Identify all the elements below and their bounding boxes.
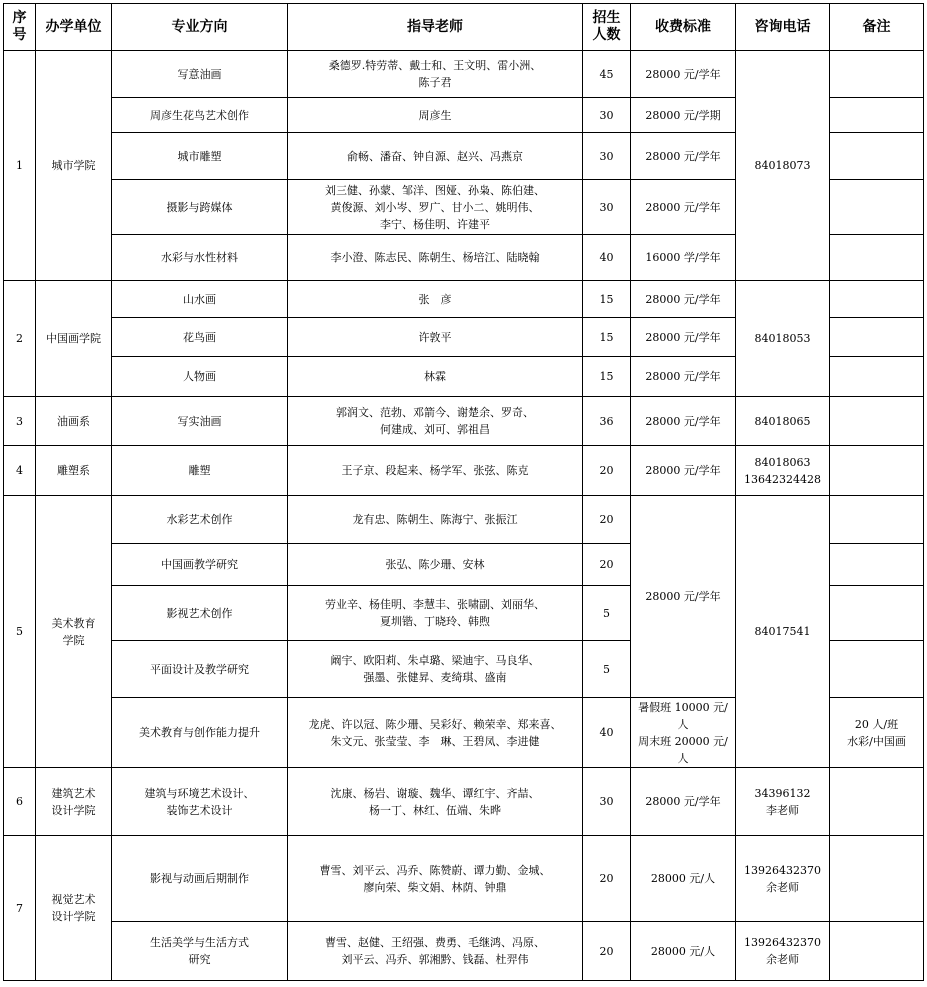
enroll-cell: 5 bbox=[583, 586, 631, 641]
note-cell bbox=[830, 133, 924, 180]
note-cell: 20 人/班 水彩/中国画 bbox=[830, 698, 924, 768]
unit-cell: 建筑艺术 设计学院 bbox=[36, 768, 112, 836]
fee-cell: 28000 元/学年 bbox=[631, 281, 736, 318]
major-cell: 山水画 bbox=[112, 281, 288, 318]
header-major: 专业方向 bbox=[112, 4, 288, 51]
note-cell bbox=[830, 98, 924, 133]
teachers-cell: 俞畅、潘奋、钟自源、赵兴、冯燕京 bbox=[288, 133, 583, 180]
note-cell bbox=[830, 357, 924, 397]
header-seq: 序 号 bbox=[4, 4, 36, 51]
unit-cell: 城市学院 bbox=[36, 51, 112, 281]
major-cell: 城市雕塑 bbox=[112, 133, 288, 180]
enroll-cell: 20 bbox=[583, 836, 631, 922]
fee-cell: 28000 元/学年 bbox=[631, 446, 736, 496]
enroll-cell: 20 bbox=[583, 922, 631, 981]
fee-cell: 28000 元/学年 bbox=[631, 180, 736, 235]
header-fee: 收费标准 bbox=[631, 4, 736, 51]
enroll-cell: 40 bbox=[583, 698, 631, 768]
note-cell bbox=[830, 318, 924, 357]
phone-cell: 34396132 李老师 bbox=[736, 768, 830, 836]
teachers-cell: 曹雪、刘平云、冯乔、陈赞蔚、谭力勤、金城、 廖向荣、柴文娟、林荫、钟鼎 bbox=[288, 836, 583, 922]
enroll-cell: 30 bbox=[583, 768, 631, 836]
major-cell: 影视与动画后期制作 bbox=[112, 836, 288, 922]
note-cell bbox=[830, 586, 924, 641]
header-teachers: 指导老师 bbox=[288, 4, 583, 51]
table-row bbox=[4, 768, 924, 836]
enroll-cell: 20 bbox=[583, 446, 631, 496]
header-note: 备注 bbox=[830, 4, 924, 51]
seq-cell: 4 bbox=[4, 446, 36, 496]
enroll-cell: 15 bbox=[583, 357, 631, 397]
unit-cell: 视觉艺术 设计学院 bbox=[36, 836, 112, 981]
note-cell bbox=[830, 836, 924, 922]
note-cell bbox=[830, 922, 924, 981]
header-unit: 办学单位 bbox=[36, 4, 112, 51]
table-row bbox=[4, 397, 924, 446]
table-row bbox=[4, 496, 924, 544]
fee-cell: 28000 元/学年 bbox=[631, 357, 736, 397]
major-cell: 建筑与环境艺术设计、 装饰艺术设计 bbox=[112, 768, 288, 836]
fee-cell: 28000 元/学期 bbox=[631, 98, 736, 133]
note-cell bbox=[830, 180, 924, 235]
major-cell: 水彩与水性材料 bbox=[112, 235, 288, 281]
note-cell bbox=[830, 51, 924, 98]
enroll-cell: 20 bbox=[583, 496, 631, 544]
teachers-cell: 龙虎、许以冠、陈少珊、吴彩好、赖荣幸、郑来喜、 朱文元、张莹莹、李 琳、王碧凤、李进健 bbox=[288, 698, 583, 768]
major-cell: 水彩艺术创作 bbox=[112, 496, 288, 544]
major-cell: 摄影与跨媒体 bbox=[112, 180, 288, 235]
note-cell bbox=[830, 641, 924, 698]
teachers-cell: 张 彦 bbox=[288, 281, 583, 318]
enrollment-table bbox=[3, 3, 924, 981]
unit-cell: 美术教育 学院 bbox=[36, 496, 112, 768]
enroll-cell: 45 bbox=[583, 51, 631, 98]
fee-cell: 暑假班 10000 元/人 周末班 20000 元/人 bbox=[631, 698, 736, 768]
fee-cell: 28000 元/人 bbox=[631, 836, 736, 922]
note-cell bbox=[830, 397, 924, 446]
fee-cell: 28000 元/学年 bbox=[631, 51, 736, 98]
teachers-cell: 郭润文、范勃、邓箭今、谢楚余、罗奇、 何建成、刘可、郭祖昌 bbox=[288, 397, 583, 446]
teachers-cell: 李小澄、陈志民、陈朝生、杨培江、陆晓翰 bbox=[288, 235, 583, 281]
seq-cell: 1 bbox=[4, 51, 36, 281]
major-cell: 影视艺术创作 bbox=[112, 586, 288, 641]
teachers-cell: 沈康、杨岩、谢璇、魏华、谭红宇、齐喆、 杨一丁、林红、伍端、朱晔 bbox=[288, 768, 583, 836]
fee-cell: 16000 学/学年 bbox=[631, 235, 736, 281]
teachers-cell: 龙有忠、陈朝生、陈海宁、张振江 bbox=[288, 496, 583, 544]
major-cell: 写意油画 bbox=[112, 51, 288, 98]
enroll-cell: 5 bbox=[583, 641, 631, 698]
table-row bbox=[4, 922, 924, 981]
unit-cell: 油画系 bbox=[36, 397, 112, 446]
table-row bbox=[4, 836, 924, 922]
teachers-cell: 刘三健、孙蒙、邹洋、图娅、孙枭、陈伯建、 黄俊源、刘小岑、罗广、甘小二、姚明伟、 李宁、杨佳明、许建平 bbox=[288, 180, 583, 235]
major-cell: 周彦生花鸟艺术创作 bbox=[112, 98, 288, 133]
teachers-cell: 王子京、段起来、杨学军、张弦、陈克 bbox=[288, 446, 583, 496]
seq-cell: 3 bbox=[4, 397, 36, 446]
major-cell: 中国画教学研究 bbox=[112, 544, 288, 586]
teachers-cell: 许敦平 bbox=[288, 318, 583, 357]
enroll-cell: 15 bbox=[583, 281, 631, 318]
header-row bbox=[4, 4, 924, 51]
phone-cell: 84017541 bbox=[736, 496, 830, 768]
seq-cell: 2 bbox=[4, 281, 36, 397]
fee-cell: 28000 元/学年 bbox=[631, 496, 736, 698]
teachers-cell: 张弘、陈少珊、安林 bbox=[288, 544, 583, 586]
major-cell: 雕塑 bbox=[112, 446, 288, 496]
enroll-cell: 30 bbox=[583, 98, 631, 133]
phone-cell: 13926432370 余老师 bbox=[736, 836, 830, 922]
note-cell bbox=[830, 281, 924, 318]
teachers-cell: 林霖 bbox=[288, 357, 583, 397]
major-cell: 写实油画 bbox=[112, 397, 288, 446]
teachers-cell: 周彦生 bbox=[288, 98, 583, 133]
note-cell bbox=[830, 544, 924, 586]
fee-cell: 28000 元/人 bbox=[631, 922, 736, 981]
unit-cell: 雕塑系 bbox=[36, 446, 112, 496]
header-enroll: 招生 人数 bbox=[583, 4, 631, 51]
note-cell bbox=[830, 496, 924, 544]
unit-cell: 中国画学院 bbox=[36, 281, 112, 397]
fee-cell: 28000 元/学年 bbox=[631, 133, 736, 180]
seq-cell: 6 bbox=[4, 768, 36, 836]
major-cell: 美术教育与创作能力提升 bbox=[112, 698, 288, 768]
major-cell: 平面设计及教学研究 bbox=[112, 641, 288, 698]
header-phone: 咨询电话 bbox=[736, 4, 830, 51]
enroll-cell: 30 bbox=[583, 133, 631, 180]
enroll-cell: 30 bbox=[583, 180, 631, 235]
note-cell bbox=[830, 768, 924, 836]
teachers-cell: 劳业辛、杨佳明、李慧丰、张啸副、刘丽华、 夏圳锴、丁晓玲、韩煦 bbox=[288, 586, 583, 641]
major-cell: 生活美学与生活方式 研究 bbox=[112, 922, 288, 981]
phone-cell: 84018073 bbox=[736, 51, 830, 281]
enroll-cell: 40 bbox=[583, 235, 631, 281]
major-cell: 人物画 bbox=[112, 357, 288, 397]
phone-cell: 84018053 bbox=[736, 281, 830, 397]
teachers-cell: 阚宇、欧阳莉、朱卓璐、梁迪宇、马良华、 强墨、张健昇、麦绮琪、盛南 bbox=[288, 641, 583, 698]
table-row bbox=[4, 51, 924, 98]
phone-cell: 84018063 13642324428 bbox=[736, 446, 830, 496]
fee-cell: 28000 元/学年 bbox=[631, 768, 736, 836]
phone-cell: 13926432370 余老师 bbox=[736, 922, 830, 981]
teachers-cell: 桑德罗.特劳蒂、戴士和、王文明、雷小洲、 陈子君 bbox=[288, 51, 583, 98]
enroll-cell: 20 bbox=[583, 544, 631, 586]
major-cell: 花鸟画 bbox=[112, 318, 288, 357]
enroll-cell: 15 bbox=[583, 318, 631, 357]
fee-cell: 28000 元/学年 bbox=[631, 318, 736, 357]
teachers-cell: 曹雪、赵健、王绍强、费勇、毛继鸿、冯原、 刘平云、冯乔、郭湘黔、钱磊、杜羿伟 bbox=[288, 922, 583, 981]
table-row bbox=[4, 281, 924, 318]
note-cell bbox=[830, 446, 924, 496]
note-cell bbox=[830, 235, 924, 281]
enroll-cell: 36 bbox=[583, 397, 631, 446]
seq-cell: 5 bbox=[4, 496, 36, 768]
fee-cell: 28000 元/学年 bbox=[631, 397, 736, 446]
seq-cell: 7 bbox=[4, 836, 36, 981]
table-row bbox=[4, 446, 924, 496]
phone-cell: 84018065 bbox=[736, 397, 830, 446]
